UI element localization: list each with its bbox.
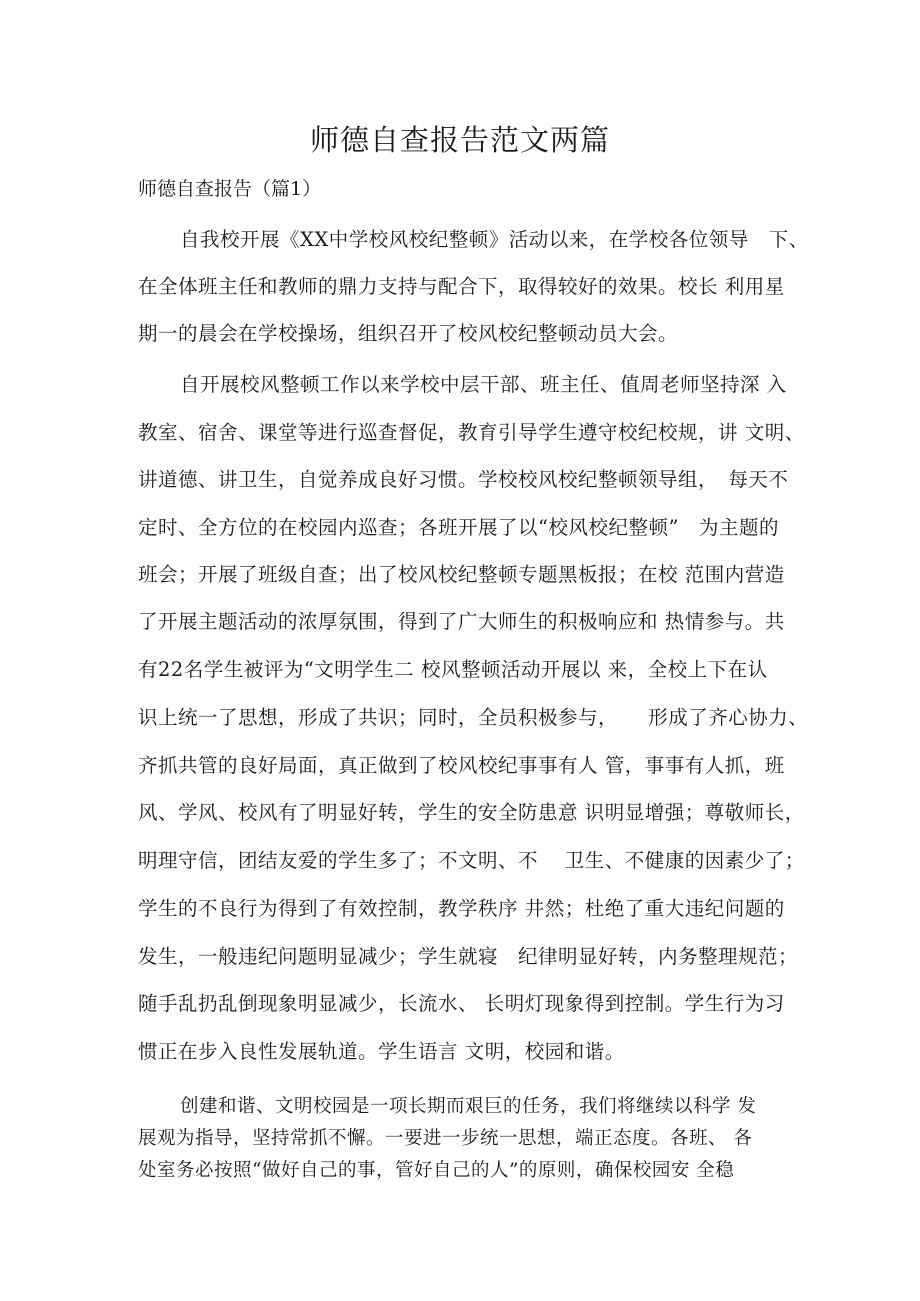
- paragraph-line: 期一的晨会在学校操场，组织召开了校风校纪整顿动员大会。: [138, 322, 679, 345]
- section-subtitle: 师德自查报告（篇1）: [138, 178, 322, 200]
- paragraph-line: 展观为指导，坚持常抓不懈。一要进一步统一思想，端正态度。各班、 各: [138, 1128, 753, 1149]
- paragraph-line: 了开展主题活动的浓厚氛围，得到了广大师生的积极响应和 热情参与。共: [138, 610, 785, 633]
- paragraph-line: 识上统一了思想，形成了共识；同时，全员积极参与， 形成了齐心协力、: [138, 706, 809, 729]
- paragraph-line: 在全体班主任和教师的鼎力支持与配合下，取得较好的效果。校长 利用星: [138, 275, 785, 298]
- paragraph-line: 定时、全方位的在校园内巡查；各班开展了以“校风校纪整顿” 为主题的: [138, 516, 779, 539]
- paragraph-line: 自开展校风整顿工作以来学校中层干部、班主任、值周老师坚持深 入: [180, 373, 787, 396]
- paragraph-line: 风、学风、校风有了明显好转，学生的安全防患意 识明显增强；尊敬师长，: [138, 801, 805, 824]
- paragraph-line: 讲道德、讲卫生，自觉养成良好习惯。学校校风校纪整顿领导组， 每天不: [138, 468, 789, 491]
- paragraph-line: 教室、宿舍、课堂等进行巡查督促，教育引导学生遵守校纪校规，讲 文明、: [138, 421, 805, 444]
- paragraph-line: 齐抓共管的良好局面，真正做到了校风校纪事事有人 管，事事有人抓，班: [138, 754, 785, 777]
- paragraph-line: 惯正在步入良性发展轨道。学生语言 文明，校园和谐。: [138, 1040, 625, 1063]
- paragraph-line: 有22名学生被评为“文明学生二 校风整顿活动开展以 来，全校上下在认: [138, 658, 768, 681]
- paragraph-line: 发生，一般违纪问题明显减少；学生就寝 纪律明显好转，内务整理规范；: [138, 945, 799, 968]
- paragraph-line: 班会；开展了班级自查；出了校风校纪整顿专题黑板报；在校 范围内营造: [138, 563, 785, 586]
- document-title: 师德自查报告范文两篇: [309, 123, 610, 157]
- paragraph-line: 学生的不良行为得到了有效控制，教学秩序 井然；杜绝了重大违纪问题的: [138, 897, 785, 920]
- paragraph-line: 随手乱扔乱倒现象明显减少，长流水、 长明灯现象得到控制。学生行为习: [138, 992, 785, 1015]
- paragraph-line: 创建和谐、文明校园是一项长期而艰巨的任务，我们将继续以科学 发: [180, 1096, 757, 1117]
- paragraph-line: 处室务必按照“做好自己的事，管好自己的人”的原则，确保校园安 全稳: [138, 1160, 735, 1181]
- paragraph-line: 明理守信，团结友爱的学生多了；不文明、不 卫生、不健康的因素少了；: [138, 849, 805, 872]
- paragraph-line: 自我校开展《XX中学校风校纪整顿》活动以来，在学校各位领导 下、: [180, 228, 809, 251]
